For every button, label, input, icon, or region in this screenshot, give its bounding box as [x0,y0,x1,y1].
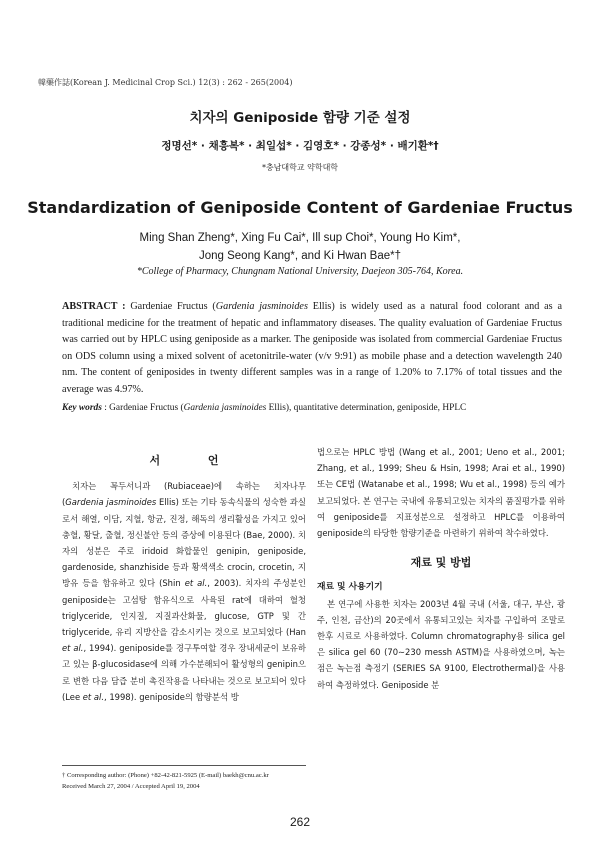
methods-paragraph: 본 연구에 사용한 치자는 2003년 4월 국내 (서울, 대구, 부산, 광주, 인천, 금산)의 20곳에서 유통되고있는 치자를 구입하여 조말로 한후 시료로 사용하였다. Column chromatography용 silica gel은 silica gel 60 (70∼230 messh ASTM)을 사용하였으며, 녹는점은 녹는점 측정기 (SERIES SA 9100, Electrothermal)을 사용하여 측정하였다. Geniposide 분 [317,598,565,690]
korean-affiliation: *충남대학교 약학대학 [261,163,339,172]
intro-text-a: 치자는 꼭두서니과 (Rubiaceae)에 속하는 치자나무 ( [62,481,306,508]
journal-header: 韓藥作誌(Korean J. Medicinal Crop Sci.) 12(3) : 262 - 265(2004) [38,78,293,87]
intro-text-d: , 1994). geniposide를 경구투여할 경우 장내세균이 보유하고 있는 β-glucosidase에 의해 가수분해되어 활성형의 genipin으로 변한 다음 담즙 분비 촉진작용을 나타내는 것으로 보고되어 있다 (Lee [62,643,306,702]
keywords [62,401,567,415]
keywords-label: Key words [62,403,102,413]
abstract-text-1: Gardeniae Fructus ( [130,301,216,312]
intro-text-c: , 2003). 치자의 주성분인 geniposide는 고섬탕 함유식으로 사육된 rat에 대하여 혈청 triglyceride, 인지질, 지질과산화물, glucose, GTP 및 간 triglyceride, 유리 지방산을 감소시키는 것으로 보고되었다 (Han [62,578,306,638]
page-number: 262 [289,815,311,829]
intro-etal-1: et al. [184,578,208,589]
materials-subheading: 재료 및 사용기기 [317,582,383,593]
keywords-text-1: : Gardeniae Fructus ( [104,403,184,413]
footnote-received-accepted: Received March 27, 2004 / Accepted April 19, 2004 [62,783,200,790]
keywords-species-name: Gardenia jasminoides [183,403,267,413]
english-affiliation: *College of Pharmacy, Chungnam National University, Daejeon 305-764, Korea. [136,266,464,277]
intro-heading: 서 언 [149,454,241,467]
abstract-label: ABSTRACT : [62,301,126,312]
intro-text-e: , 1998). geniposide의 함량분석 방 [104,691,239,702]
korean-title: 치자의 Geniposide 함량 기준 설정 [189,110,411,126]
footnote-corresponding-author: † Corresponding author: (Phone) +82-42-821-5925 (E-mail) baekh@cnu.ac.kr [62,772,269,779]
abstract-species-name: Gardenia jasminoides [215,301,308,312]
footnote [62,770,362,792]
english-authors-line-2: Jong Seong Kang*, and Ki Hwan Bae*† [198,250,402,262]
footnote-divider [62,765,306,766]
abstract [62,299,562,399]
intro-species-name: Gardenia jasminoides [65,497,157,508]
english-authors [0,229,600,265]
methods-heading: 재료 및 방법 [410,556,472,570]
english-authors-line-1: Ming Shan Zheng*, Xing Fu Cai*, Ill sup Choi*, Young Ho Kim*, [139,232,461,244]
intro-text-b: Ellis) 또는 기타 동속식물의 성숙한 과실로서 해열, 이담, 지혈, 항균, 진정, 해독의 생리활성을 가지고 있어 충혈, 황달, 출혈, 정신불안 등의 증상에 이용된다 (Bae, 2000). 치자의 성분은 주로 iridoid 화합물인 genipin, geniposide, gardenoside, shanzhiside 등과 황색색소 crocin, crocetin, 지방유 등을 함유하고 있다 (Shin [62,497,306,589]
intro-etal-2: et al. [62,643,84,654]
right-column [317,444,565,693]
korean-authors: 정명선* · 채흥복* · 최일섭* · 김영호* · 강종성* · 배기환*† [161,140,439,152]
abstract-text-2: Ellis) is widely used as a natural food colorant and as a traditional medicine for the treatment of hepatic and inflammatory diseases. The quality evaluation of Gardeniae Fructus was carried out by HPLC using geniposide as a marker. The geniposide was isolated from commercial Gardeniae Fructus on ODS column using a mixed solvent of acetonitrile-water (v/v 9:91) as mobile phase and a detection wavelength 240 nm. The content of geniposides in twenty different samples was in a range of 1.20% to 7.17% of total tissues and the average was 4.97%. [62,301,562,395]
keywords-text-2: Ellis), quantitative determination, geniposide, HPLC [268,403,467,413]
left-column [62,440,306,705]
intro-continued-paragraph: 법으로는 HPLC 방법 (Wang et al., 2001; Ueno et al., 2001; Zhang, et al., 1999; Sheu & Hsin, 1998; Arai et al., 1990) 또는 CE법 (Watanabe et al., 1998; Wu et al., 1998) 등의 예가 보고되었다. 본 연구는 국내에 유통되고있는 치자의 품질평가를 위하여 geniposide를 지표성분으로 설정하고 HPLC를 이용하여 geniposide의 타당한 함량기준을 마련하기 위하여 착수하였다. [317,447,565,539]
english-title: Standardization of Geniposide Content of Gardeniae Fructus [27,198,573,217]
intro-paragraph [62,478,306,705]
intro-etal-3: et al. [82,691,104,702]
